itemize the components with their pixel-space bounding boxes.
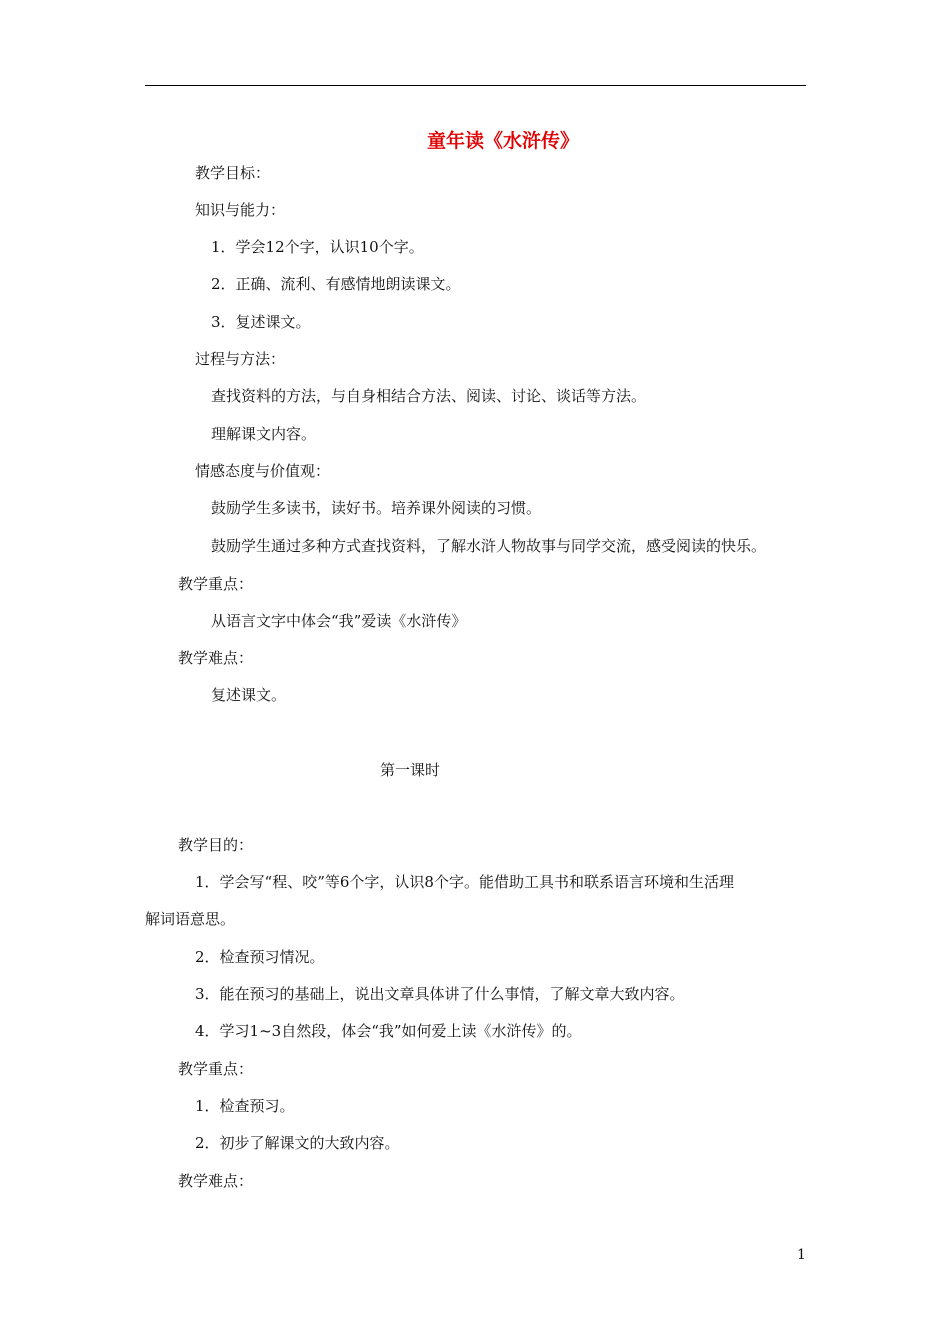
page-number: 1 bbox=[797, 1247, 806, 1263]
section-heading: 第一课时 bbox=[380, 761, 441, 779]
text-line: 3．能在预习的基础上，说出文章具体讲了什么事情，了解文章大致内容。 bbox=[195, 985, 685, 1003]
text-line: 教学目标： bbox=[195, 164, 271, 182]
text-line: 复述课文。 bbox=[211, 686, 287, 704]
text-line: 教学难点： bbox=[178, 1172, 254, 1190]
text-line: 2．正确、流利、有感情地朗读课文。 bbox=[211, 275, 461, 293]
text-line: 鼓励学生通过多种方式查找资料，了解水浒人物故事与同学交流，感受阅读的快乐。 bbox=[211, 537, 767, 555]
text-line: 1．检查预习。 bbox=[195, 1097, 295, 1115]
text-line: 从语言文字中体会“我”爱读《水浒传》 bbox=[211, 612, 467, 630]
text-line: 情感态度与价值观： bbox=[195, 462, 331, 480]
text-line: 2．检查预习情况。 bbox=[195, 948, 325, 966]
text-line: 1．学会12个字，认识10个字。 bbox=[211, 238, 424, 256]
text-line: 教学重点： bbox=[178, 1060, 254, 1078]
text-line: 查找资料的方法，与自身相结合方法、阅读、讨论、谈话等方法。 bbox=[211, 387, 647, 405]
text-line: 1．学会写“程、咬”等6个字，认识8个字。能借助工具书和联系语言环境和生活理 bbox=[195, 873, 734, 891]
text-line: 教学难点： bbox=[178, 649, 254, 667]
text-line: 4．学习1~3自然段，体会“我”如何爱上读《水浒传》的。 bbox=[195, 1022, 582, 1040]
text-line: 3．复述课文。 bbox=[211, 313, 311, 331]
document-title: 童年读《水浒传》 bbox=[426, 130, 579, 152]
text-line: 教学目的： bbox=[178, 836, 254, 854]
text-line: 知识与能力： bbox=[195, 201, 286, 219]
text-line: 解词语意思。 bbox=[145, 910, 236, 928]
text-line: 2．初步了解课文的大致内容。 bbox=[195, 1134, 400, 1152]
header-rule bbox=[145, 85, 806, 86]
text-line: 鼓励学生多读书，读好书。培养课外阅读的习惯。 bbox=[211, 499, 542, 517]
text-line: 理解课文内容。 bbox=[211, 425, 317, 443]
text-line: 教学重点： bbox=[178, 575, 254, 593]
text-line: 过程与方法： bbox=[195, 350, 286, 368]
